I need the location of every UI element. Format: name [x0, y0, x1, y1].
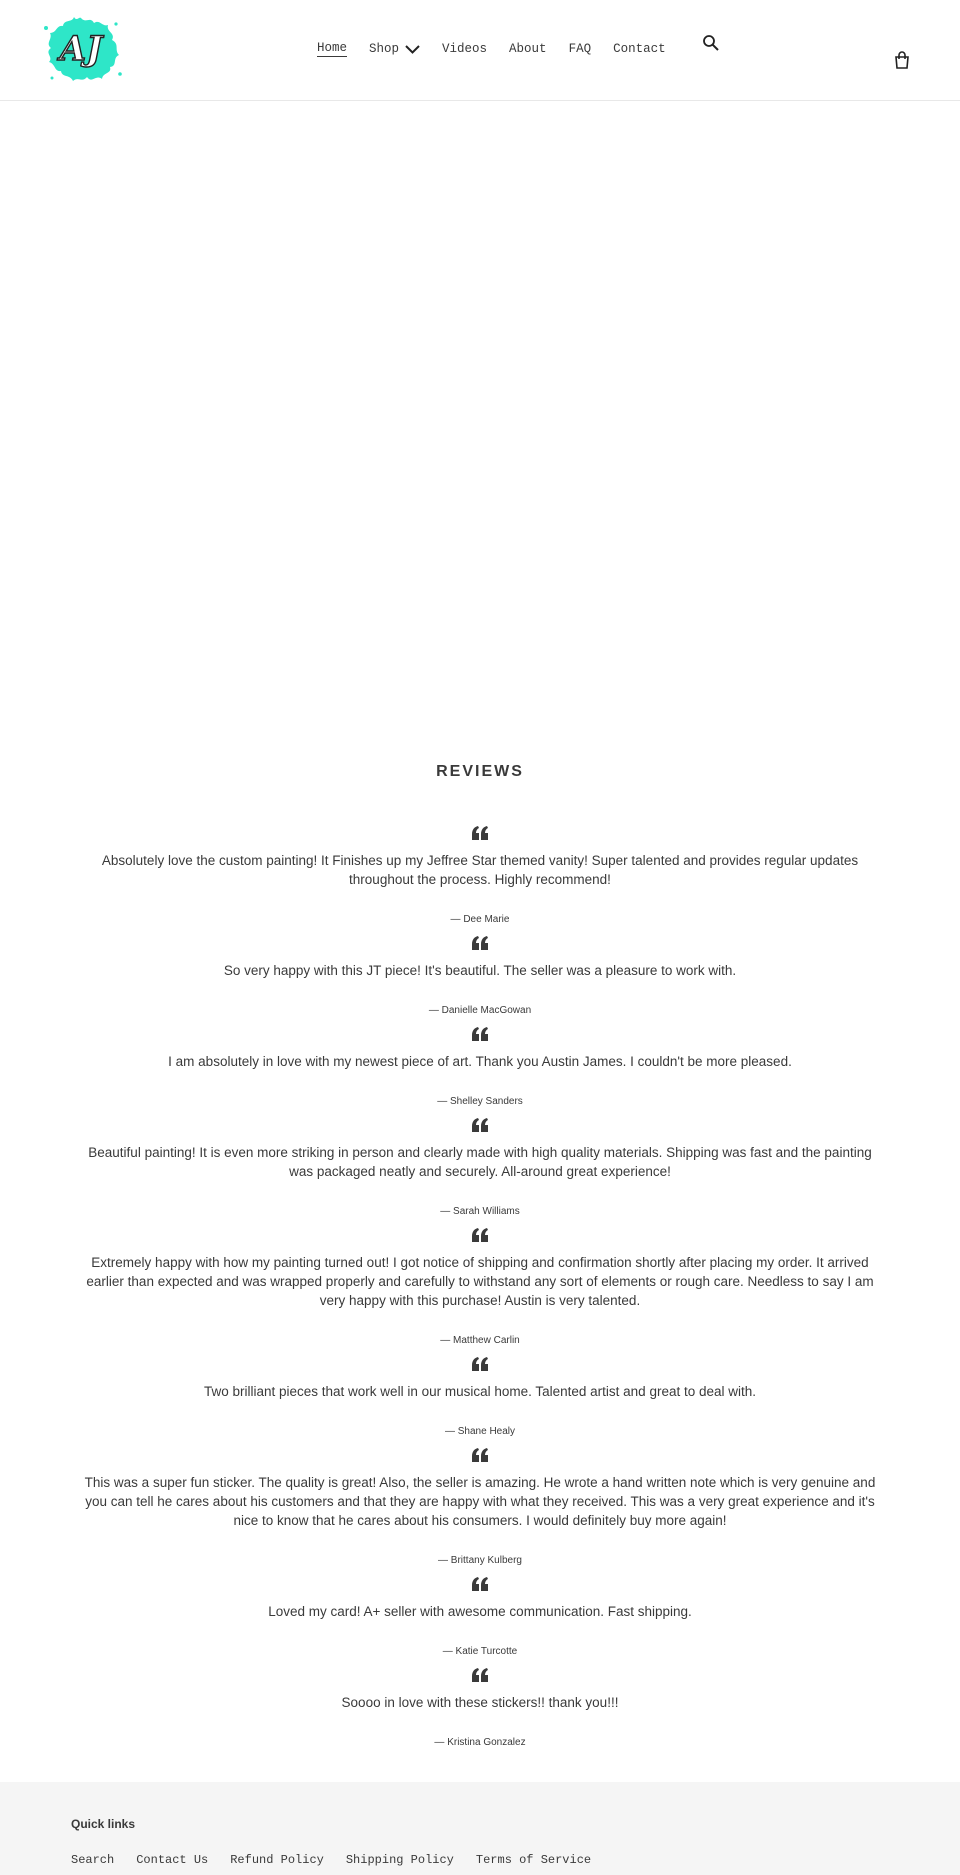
quote-icon — [471, 1668, 489, 1682]
review-item — [80, 1448, 880, 1567]
quote-icon — [471, 1228, 489, 1242]
logo-splash-icon — [40, 14, 122, 86]
review-author: — Sarah Williams — [440, 1206, 520, 1217]
quote-icon — [471, 1357, 489, 1371]
review-author: — Katie Turcotte — [442, 1646, 518, 1657]
review-author: — Brittany Kulberg — [438, 1555, 522, 1566]
nav-contact-label: Contact — [613, 42, 666, 56]
review-author: — Dee Marie — [450, 914, 510, 925]
review-item — [80, 826, 880, 926]
footer-link-refund-policy[interactable]: Refund Policy — [230, 1853, 324, 1867]
quote-icon — [471, 1027, 489, 1041]
nav-home-label: Home — [317, 41, 348, 55]
quote-icon — [471, 936, 489, 950]
quote-icon — [471, 1577, 489, 1591]
review-text: Extremely happy with how my painting turned out! I got notice of shipping and confirmation shortly after placing my order. It arrived earlier than expected and was wrapped properly and carefully to withstand any sort of elements or rough care. Needless to say I am very happy with this purchase! Austin is very talented. — [86, 1255, 874, 1308]
review-item — [80, 1118, 880, 1218]
quote-icon — [471, 1118, 489, 1132]
footer-link-contact-us[interactable]: Contact Us — [136, 1853, 209, 1867]
review-item — [80, 936, 880, 1017]
review-text: Loved my card! A+ seller with awesome communication. Fast shipping. — [268, 1604, 692, 1619]
review-text: I am absolutely in love with my newest piece of art. Thank you Austin James. I couldn't be more pleased. — [168, 1054, 792, 1069]
nav-videos[interactable] — [442, 42, 487, 56]
hero-banner — [0, 102, 960, 722]
review-item — [80, 1228, 880, 1347]
reviews-list — [80, 826, 880, 1749]
review-item — [80, 1027, 880, 1108]
nav-shop-label: Shop — [369, 42, 400, 56]
footer-link-search[interactable]: Search — [71, 1853, 115, 1867]
site-footer — [0, 1782, 960, 1875]
review-text: So very happy with this JT piece! It's beautiful. The seller was a pleasure to work with. — [223, 963, 737, 978]
nav-about[interactable] — [509, 42, 547, 56]
review-text: This was a super fun sticker. The quality is great! Also, the seller is amazing. He wrote a hand written note which is very genuine and you can tell he cares about his customers and that they are happy with what they received. This was a very great experience and it's nice to know that he cares about his consumers. I would definitely buy more again! — [84, 1475, 876, 1528]
review-text: Soooo in love with these stickers!! thank you!!! — [341, 1695, 619, 1710]
nav-shop[interactable] — [369, 42, 420, 56]
nav-faq[interactable] — [569, 42, 592, 56]
chevron-down-icon — [405, 44, 420, 54]
review-text: Absolutely love the custom painting! It Finishes up my Jeffree Star themed vanity! Super talented and provides regular updates throughout the process. Highly recommend! — [101, 853, 859, 887]
site-header — [0, 0, 960, 101]
site-logo[interactable] — [40, 14, 122, 86]
footer-links — [71, 1853, 613, 1867]
review-author: — Shane Healy — [444, 1426, 516, 1437]
reviews-title: REVIEWS — [436, 763, 524, 780]
footer-link-terms-of-service[interactable]: Terms of Service — [475, 1853, 592, 1867]
svg-text:AJ: AJ — [59, 29, 103, 69]
cart-icon[interactable] — [893, 51, 911, 69]
footer-link-shipping-policy[interactable]: Shipping Policy — [345, 1853, 454, 1867]
review-author: — Kristina Gonzalez — [434, 1737, 526, 1748]
quote-icon — [471, 1448, 489, 1462]
footer-quick-links-title: Quick links — [71, 1817, 136, 1831]
nav-about-label: About — [509, 42, 547, 56]
nav-videos-label: Videos — [442, 42, 488, 56]
search-icon[interactable] — [702, 34, 720, 52]
review-author: — Shelley Sanders — [437, 1096, 523, 1107]
main-nav — [317, 41, 688, 57]
nav-contact[interactable] — [613, 42, 666, 56]
review-item — [80, 1668, 880, 1749]
review-item — [80, 1577, 880, 1658]
review-text: Beautiful painting! It is even more striking in person and clearly made with high quality materials. Shipping was fast and the painting was packaged neatly and securely. All-around great experience! — [88, 1145, 872, 1179]
nav-faq-label: FAQ — [568, 42, 592, 56]
review-author: — Danielle MacGowan — [428, 1005, 532, 1016]
quote-icon — [471, 826, 489, 840]
nav-home[interactable] — [317, 41, 347, 57]
review-text: Two brilliant pieces that work well in our musical home. Talented artist and great to deal with. — [203, 1384, 757, 1399]
review-author: — Matthew Carlin — [440, 1335, 520, 1346]
review-item — [80, 1357, 880, 1438]
